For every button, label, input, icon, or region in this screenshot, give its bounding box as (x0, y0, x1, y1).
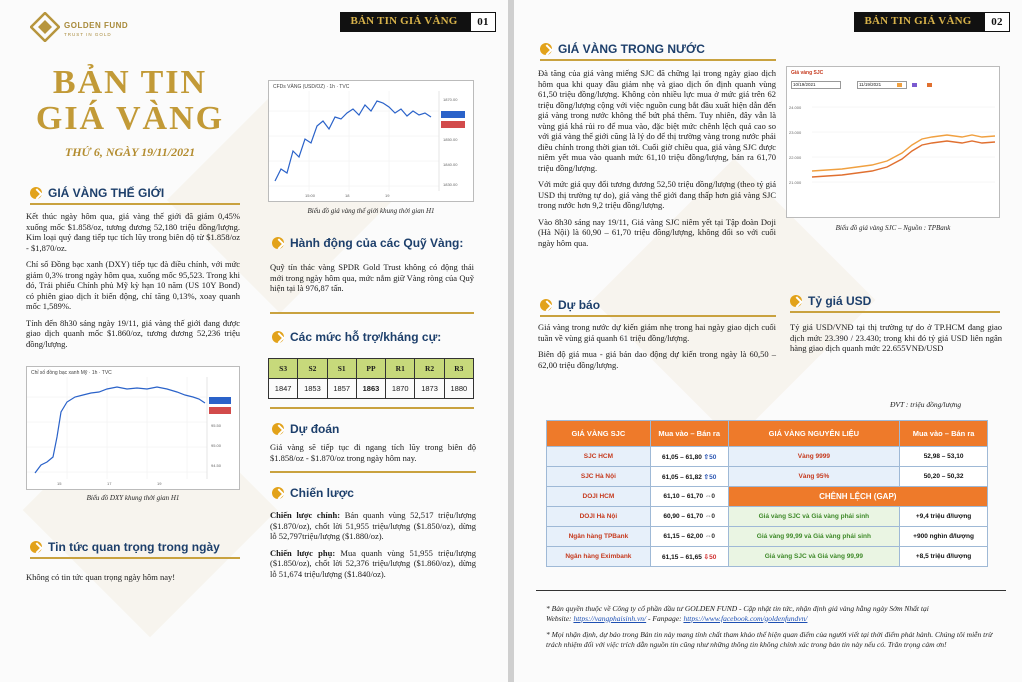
funds-text: Quỹ tín thác vàng SPDR Gold Trust không có động thái mới trong ngày hôm qua, mức nắm giữ Vàng ròng của Quỹ hiện tại là 976,87 tấn. (270, 262, 474, 293)
page-number: 01 (470, 12, 496, 32)
up-arrow-icon: ⇧ (703, 453, 710, 461)
forecast-text: Giá vàng sẽ tiếp tục đi ngang tích lũy trong biên độ $1.858/oz - $1.870/oz trong ngày hôm nay. (270, 442, 476, 463)
table-cell: 1880 (444, 379, 473, 399)
arrow-icon (30, 541, 42, 553)
gold-chart-caption: Biểu đồ giá vàng thế giới khung thời gian H1 (307, 207, 435, 215)
section-outlook-title (540, 298, 600, 312)
outlook-text (538, 322, 776, 376)
change: 0 (711, 513, 716, 520)
table-cell: Ngân hàng Eximbank (547, 547, 651, 567)
arrow-icon (790, 295, 802, 307)
table-row (547, 507, 988, 527)
table-cell (650, 527, 728, 547)
date-from-field[interactable]: 10/19/2021 (791, 81, 841, 89)
price: 61,15 – 61,65 (662, 553, 702, 561)
svg-text:24.000: 24.000 (789, 105, 802, 110)
sjc-chart-plot (787, 67, 999, 217)
section-fx-title (790, 294, 871, 308)
fanpage-link[interactable]: https://www.facebook.com/goldenfundvn/ (683, 613, 808, 623)
price: 61,05 – 61,82 (662, 473, 702, 481)
paragraph: Tính đến 8h30 sáng ngày 19/11, giá vàng thế giới đang được giao dịch quanh mốc $1.860/oz, tương đương 52,236 triệu đồng/lượng. (26, 317, 240, 349)
date-to-field[interactable]: 11/19/2021 (857, 81, 907, 89)
table-cell: Vàng 9999 (728, 447, 900, 467)
table-row (547, 547, 988, 567)
title-line-2: GIÁ VÀNG (35, 100, 225, 137)
no-change-icon: ⇔ (704, 533, 712, 540)
issue-date: THỨ 6, NGÀY 19/11/2021 (64, 145, 196, 159)
chart-header: CFDs VÀNG (USD/OZ) · 1h · TVC (273, 84, 350, 90)
gap-header: CHÊNH LỆCH (GAP) (728, 487, 987, 507)
table-cell: +9,4 triệu đ/lượng (900, 507, 988, 527)
table-header: GIÁ VÀNG NGUYÊN LIỆU (728, 421, 900, 447)
section-label: GIÁ VÀNG TRONG NƯỚC (558, 42, 705, 56)
svg-text:15:00: 15:00 (305, 193, 316, 198)
gold-chart-plot (269, 81, 473, 201)
change: 50 (709, 453, 717, 461)
section-label: GIÁ VÀNG THẾ GIỚI (48, 186, 165, 200)
table-cell: 1873 (415, 379, 444, 399)
gold-chart (268, 80, 474, 202)
footer-copyright (546, 604, 996, 623)
section-label: Tỷ giá USD (808, 294, 872, 308)
paragraph: Vào 8h30 sáng nay 19/11, Giá vàng SJC niêm yết tại Tập đoàn Doji (Hà Nội) là 60,90 – 61,70 triệu đồng/lượng, không đổi so với cuối ngày hôm qua. (538, 216, 776, 248)
domestic-text (538, 68, 776, 254)
table-header: R2 (415, 359, 444, 379)
footer-disclaimer: * Mọi nhận định, dự báo trong Bản tin này mang tính chất tham khảo thể hiện quan điểm của người viết tại thời điểm phát hành. Chúng tôi miễn trừ trách nhiệm đối với việc trích dẫn nguồn tin cũng như những thông tin không chính xác trong bản tin này nếu có. Trân trọng cảm ơn! (546, 630, 993, 649)
no-change-icon: ⇔ (704, 493, 712, 500)
table-header: S1 (327, 359, 356, 379)
table-cell: 1853 (298, 379, 327, 399)
price: 60,90 – 61,70 (663, 513, 704, 520)
table-header: R1 (386, 359, 415, 379)
footer-text: - Fanpage: (646, 613, 684, 623)
table-cell: SJC HCM (547, 447, 651, 467)
table-header: Mua vào – Bán ra (650, 421, 728, 447)
svg-text:17: 17 (107, 481, 112, 486)
table-header: R3 (444, 359, 473, 379)
unit-note: ĐVT : triệu đồng/lượng (890, 400, 962, 409)
table-row (547, 447, 988, 467)
strategy-main-label: Chiến lược chính: (270, 510, 341, 520)
section-forecast-title (272, 422, 339, 436)
no-change-icon: ⇔ (704, 513, 712, 520)
section-news-title (30, 540, 220, 554)
fx-text: Tỷ giá USD/VNĐ tại thị trường tự do ở TP.HCM đang giao dịch mức 23.390 / 23.430; trong khi đó tỷ giá USD liên ngân hàng giao dịch quanh mức 22.655VNĐ/USD (790, 322, 1002, 353)
footer-text: Website: (546, 613, 574, 623)
table-header: GIÁ VÀNG SJC (547, 421, 651, 447)
section-label: Chiến lược (290, 486, 354, 500)
svg-text:95.00: 95.00 (211, 443, 222, 448)
support-resistance-table (268, 358, 474, 399)
section-world-gold-title (30, 186, 164, 200)
page-header-title: BẢN TIN GIÁ VÀNG (350, 15, 458, 27)
table-cell (650, 507, 728, 527)
price: 61,15 – 62,00 (663, 533, 704, 540)
table-cell: 1870 (386, 379, 415, 399)
price-table (546, 420, 988, 567)
arrow-icon (272, 423, 284, 435)
title-line-1: BẢN TIN (52, 64, 208, 101)
table-cell (650, 467, 728, 487)
arrow-icon (272, 487, 284, 499)
strategy-sub: Mua quanh vùng 51,955 triệu/lượng ($1.850/oz), chốt lời 52,376 triệu/lượng ($1.860/oz), dừng lỗ 51,674 triệu/lượng ($1.840/oz). (270, 547, 476, 579)
table-cell: 1847 (269, 379, 298, 399)
svg-text:95.50: 95.50 (211, 423, 222, 428)
divider (270, 407, 474, 409)
table-row (547, 487, 988, 507)
paragraph: Chỉ số Đồng bạc xanh (DXY) tiếp tục đà điều chỉnh, với mức giảm 0,3% trong ngày hôm qua, xuống mốc 95,523. Trong khi đó, Trái phiếu Chính phủ Mỹ kỳ hạn 10 năm (US 10Y Bond) có phiên giao dịch ít biến động, chỉ tăng 0,13%, xoay quanh mốc 1,589%. (26, 259, 240, 311)
svg-text:1870.00: 1870.00 (443, 97, 458, 102)
section-funds-title (272, 236, 463, 250)
footer-text: * Bản quyền thuộc về Công ty cổ phần đầu tư GOLDEN FUND - Cập nhật tin tức, nhận định giá vàng hằng ngày Sớm Nhất tại (546, 604, 929, 613)
down-arrow-icon: ⇩ (703, 553, 710, 561)
divider (30, 203, 240, 205)
section-label: Dự báo (558, 298, 601, 312)
logo (30, 12, 140, 46)
chart-header: Giá vàng SJC (791, 70, 824, 76)
table-cell: 1857 (327, 379, 356, 399)
section-label: Tin tức quan trọng trong ngày (48, 540, 220, 554)
table-cell (650, 547, 728, 567)
table-cell: Giá vàng SJC và Giá vàng phái sinh (728, 507, 900, 527)
svg-text:1840.00: 1840.00 (443, 162, 458, 167)
arrow-icon (30, 187, 42, 199)
world-gold-text (26, 211, 240, 355)
page-header-title: BẢN TIN GIÁ VÀNG (864, 15, 972, 27)
sjc-chart-caption: Biểu đồ giá vàng SJC – Nguồn : TPBank (835, 224, 951, 232)
section-label: Các mức hỗ trợ/kháng cự: (290, 330, 442, 344)
section-domestic-title (540, 42, 705, 56)
table-cell: +900 nghìn đ/lượng (900, 527, 988, 547)
divider (30, 557, 240, 559)
price: 61,10 – 61,70 (663, 493, 704, 500)
price: 61,05 – 61,80 (662, 453, 702, 461)
svg-text:23.000: 23.000 (789, 130, 802, 135)
change: 0 (711, 493, 716, 500)
section-label: Dự đoán (290, 422, 340, 436)
table-header: S3 (269, 359, 298, 379)
arrow-icon (272, 331, 284, 343)
change: 50 (709, 473, 717, 481)
table-cell: DOJI HCM (547, 487, 651, 507)
divider (270, 471, 476, 473)
arrow-icon (540, 43, 552, 55)
arrow-icon (540, 299, 552, 311)
divider (270, 312, 474, 314)
section-support-title (272, 330, 441, 344)
svg-text:94.50: 94.50 (211, 463, 222, 468)
paragraph: Kết thúc ngày hôm qua, giá vàng thế giới đã giảm 0,45% xuống mốc $1.858/oz, tương đương 52,180 triệu đồng/lượng. Kim loại quý đang tiếp tục tích lũy trong biên độ từ $1.858/oz - $1,870/oz. (26, 211, 240, 253)
table-cell: 50,20 – 50,32 (900, 467, 988, 487)
svg-text:1850.00: 1850.00 (443, 137, 458, 142)
strategy-sub-label: Chiến lược phụ: (270, 547, 336, 558)
chart-header: Chỉ số đồng bạc xanh Mỹ · 1h · TVC (31, 370, 112, 376)
dxy-chart (26, 366, 240, 490)
table-cell: Giá vàng 99,99 và Giá vàng phái sinh (728, 527, 900, 547)
arrow-icon (272, 237, 284, 249)
svg-text:1830.00: 1830.00 (443, 182, 458, 187)
page-left (0, 0, 508, 682)
page-header (340, 12, 496, 32)
table-cell: 52,98 – 53,10 (900, 447, 988, 467)
table-cell (650, 487, 728, 507)
strategy-main: Bán quanh vùng 52,517 triệu/lượng ($1.870/oz), chốt lời 51,955 triệu/lượng ($1.850/oz), dừng lỗ 52,797triệu/lượng ($1.880/oz). (270, 510, 476, 541)
svg-text:21.000: 21.000 (789, 180, 802, 185)
table-header: Mua vào – Bán ra (900, 421, 988, 447)
table-cell: 1863 (356, 379, 385, 399)
logo-icon (30, 12, 60, 42)
table-cell: Vàng 95% (728, 467, 900, 487)
change: 50 (709, 553, 717, 561)
divider (540, 59, 776, 61)
paragraph: Đà tăng của giá vàng miếng SJC đã chững lại trong ngày giao dịch hôm qua khi quay đầu giảm nhẹ và giao dịch ổn định quanh vùng 61,50 triệu đồng/lượng. Không còn nhiều lực mua ở mức giá trên 62 triệu đồng/lượng cộng với việc nguồn cung bắt đầu xuất hiện dẫn đến giá vàng trong nước không thể bứt phá thêm. Tuy nhiên, đây vẫn là vùng giá khá rủi ro để mua vào, đặc biệt mức chênh lệch quá cao so với giá vàng thế giới cũng là lý do để thị trường vàng trong nước phải điều chỉnh trong thời gian tới. Cuối giờ chiều qua, giá vàng SJC được niêm yết mua vào quanh mức 61,10 triệu đồng/lượng, bán ra 61,70 triệu đồng/lượng. (538, 68, 776, 173)
page-number: 02 (984, 12, 1010, 32)
svg-text:18: 18 (345, 193, 350, 198)
section-label: Hành động của các Quỹ Vàng: (290, 236, 464, 250)
dxy-chart-caption: Biểu đồ DXY khung thời gian H1 (86, 494, 180, 502)
paragraph: Biên độ giá mua - giá bán dao động dự kiến trong ngày là 60,50 – 62,00 triệu đồng/lượng. (538, 349, 776, 370)
page-header (854, 12, 1010, 32)
change: 0 (711, 533, 716, 540)
table-row (547, 527, 988, 547)
svg-text:19: 19 (157, 481, 162, 486)
svg-text:15: 15 (57, 481, 62, 486)
divider (790, 311, 1000, 313)
table-cell: +8,5 triệu đ/lượng (900, 547, 988, 567)
page-right (514, 0, 1022, 682)
strategy-text (270, 510, 476, 585)
svg-text:22.000: 22.000 (789, 155, 802, 160)
table-cell (650, 447, 728, 467)
table-header: S2 (298, 359, 327, 379)
paragraph: Giá vàng trong nước dự kiến giảm nhẹ trong hai ngày giao dịch cuối tuần về vùng giá quanh 61 triệu đồng/lượng. (538, 322, 776, 343)
sjc-chart (786, 66, 1000, 218)
table-cell: DOJI Hà Nội (547, 507, 651, 527)
logo-text: GOLDEN FUND (64, 21, 129, 30)
svg-text:19: 19 (385, 193, 390, 198)
table-cell: SJC Hà Nội (547, 467, 651, 487)
website-link[interactable]: https://vangphaisinh.vn/ (573, 613, 647, 623)
dxy-chart-plot (27, 367, 239, 489)
news-text: Không có tin tức quan trọng ngày hôm nay! (26, 572, 176, 582)
table-cell: Giá vàng SJC và Giá vàng 99,99 (728, 547, 900, 567)
table-cell: Ngân hàng TPBank (547, 527, 651, 547)
divider (540, 315, 776, 317)
table-header: PP (356, 359, 385, 379)
footer-divider (536, 590, 1006, 591)
section-strategy-title (272, 486, 354, 500)
up-arrow-icon: ⇧ (703, 473, 710, 481)
logo-subtext: TRUST IN GOLD (64, 32, 112, 37)
table-row (547, 467, 988, 487)
paragraph: Với mức giá quy đổi tương đương 52,50 triệu đồng/lượng (theo tỷ giá USD thị trường tự do), giá vàng thế giới đang thấp hơn giá vàng SJC trong nước hơn 9,2 triệu đồng/lượng. (538, 179, 776, 210)
